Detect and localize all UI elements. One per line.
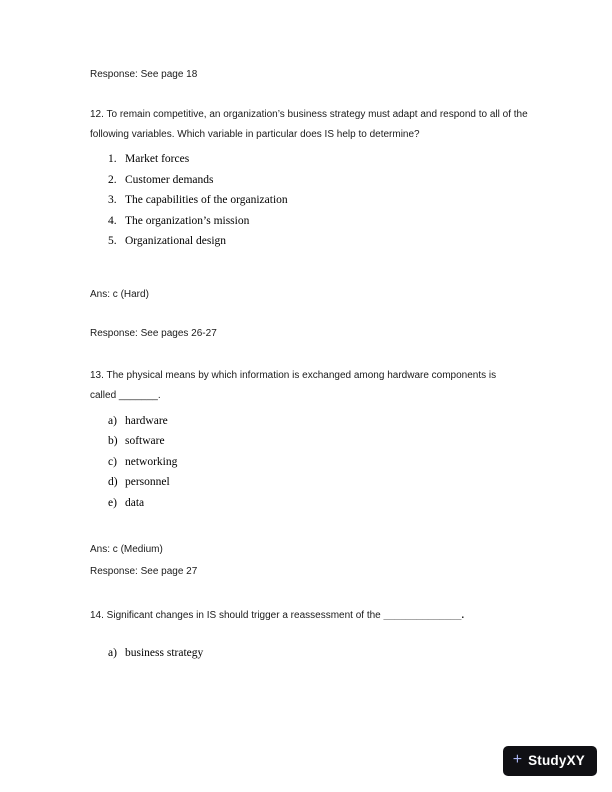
question-14-blank: ______________. [383, 610, 465, 621]
question-12-answer: Ans: c (Hard) [90, 288, 149, 300]
option-row [108, 452, 612, 473]
option-marker: a) [108, 414, 117, 427]
option-marker: b) [108, 435, 118, 447]
option-label: networking [125, 455, 178, 468]
brand-name [528, 754, 585, 768]
question-13-response: Response: See page 27 [90, 566, 198, 577]
option-row [108, 643, 612, 664]
brand-xy: XY [566, 753, 585, 769]
option-row [108, 170, 612, 191]
response-note-prev: Response: See page 18 [90, 69, 198, 80]
option-row [108, 231, 612, 252]
plus-icon: + [512, 751, 523, 768]
option-marker: 5. [108, 235, 117, 247]
question-13-options [90, 411, 612, 514]
option-label: software [125, 435, 165, 447]
option-label: The organization’s mission [125, 214, 250, 227]
option-marker: 2. [108, 173, 117, 186]
option-row [108, 211, 612, 232]
option-marker: e) [108, 496, 117, 509]
option-row [108, 493, 612, 514]
question-12-options [90, 149, 612, 252]
option-label: data [125, 496, 145, 509]
option-label: The capabilities of the organization [125, 194, 288, 206]
question-12-stem: 12. To remain competitive, an organization’s business strategy must adapt and respond to all of the following variables. Which variable in particular does IS help to determine? [90, 109, 528, 140]
option-marker: 4. [108, 214, 117, 227]
option-row [108, 472, 612, 493]
question-14-stem [90, 606, 535, 626]
option-label: hardware [125, 414, 168, 427]
question-14-options [90, 643, 612, 664]
option-label: business strategy [125, 647, 204, 659]
option-marker: c) [108, 455, 117, 468]
option-label: Market forces [125, 153, 190, 165]
option-row [108, 411, 612, 432]
question-12-response: Response: See pages 26-27 [90, 327, 217, 339]
option-marker: d) [108, 476, 118, 488]
question-13-answer: Ans: c (Medium) [90, 544, 163, 555]
option-label: personnel [125, 476, 170, 488]
brand-study: Study [528, 753, 567, 769]
option-row [108, 190, 612, 211]
option-marker: 3. [108, 194, 117, 206]
question-13-stem: 13. The physical means by which information is exchanged among hardware components is called _______. [90, 369, 497, 401]
option-label: Customer demands [125, 173, 214, 186]
option-row [108, 149, 612, 170]
option-marker: a) [108, 647, 117, 659]
option-marker: 1. [108, 153, 117, 165]
option-row [108, 431, 612, 452]
studyxy-badge [503, 746, 597, 776]
question-14-text: 14. Significant changes in IS should trigger a reassessment of the [90, 610, 384, 621]
option-label: Organizational design [125, 235, 227, 247]
